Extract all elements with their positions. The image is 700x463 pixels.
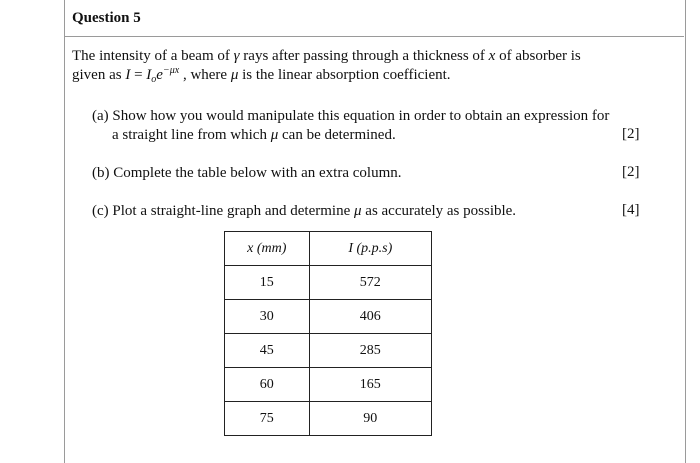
- table-header-row: [225, 232, 432, 266]
- cell-x: 30: [225, 300, 310, 334]
- cell-x: 60: [225, 368, 310, 402]
- cell-x: 15: [225, 266, 310, 300]
- cell-intensity: 165: [309, 368, 431, 402]
- question-title: Question 5: [72, 10, 141, 26]
- part-a-mark: [2]: [622, 126, 640, 142]
- table-row: [225, 334, 432, 368]
- title-divider: [65, 36, 684, 37]
- part-a-line-1: (a) Show how you would manipulate this equation in order to obtain an expression for: [92, 108, 610, 124]
- part-c: (c) Plot a straight-line graph and determine μ as accurately as possible.: [92, 203, 517, 219]
- equation: $I = I_oe^{-\mu x}$: [125, 65, 180, 85]
- cell-intensity: 90: [309, 402, 431, 436]
- table-row: [225, 368, 432, 402]
- part-b-mark: [2]: [622, 164, 640, 180]
- cell-intensity: 406: [309, 300, 431, 334]
- intro-line-1: The intensity of a beam of γ rays after passing through a thickness of x of absorber is: [72, 48, 581, 64]
- cell-x: 45: [225, 334, 310, 368]
- part-a-line-2: a straight line from which μ can be determined.: [112, 127, 396, 143]
- data-table: [224, 231, 432, 436]
- table-row: [225, 300, 432, 334]
- question-intro: [72, 47, 672, 85]
- part-a: [92, 107, 609, 145]
- header-x: x (mm): [225, 232, 310, 266]
- table-row: [225, 266, 432, 300]
- cell-intensity: 285: [309, 334, 431, 368]
- table-row: [225, 402, 432, 436]
- intro-line-2: given as $I = I_oe^{-\mu x}$ , where μ is the linear absorption coefficient.: [72, 65, 451, 85]
- header-intensity: I (p.p.s): [309, 232, 431, 266]
- cell-x: 75: [225, 402, 310, 436]
- cell-intensity: 572: [309, 266, 431, 300]
- part-b: (b) Complete the table below with an extra column.: [92, 165, 402, 181]
- part-c-mark: [4]: [622, 202, 640, 218]
